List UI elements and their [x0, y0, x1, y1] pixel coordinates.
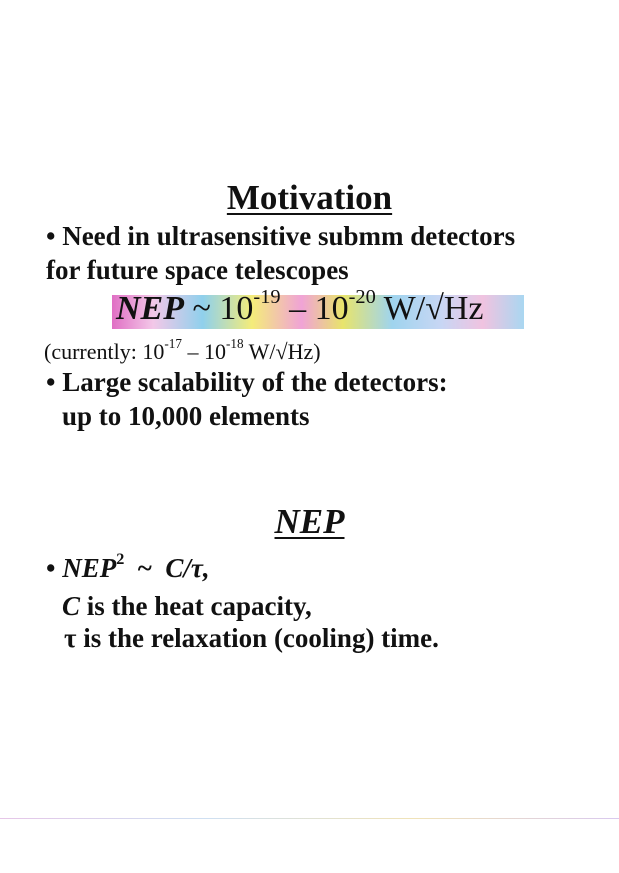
current-exp1: -17	[164, 336, 182, 352]
heat-capacity-line	[62, 591, 312, 622]
formula-exp1: -19	[253, 285, 281, 308]
nep-title: NEP	[274, 502, 345, 541]
relaxation-time-line	[64, 623, 439, 654]
tau-symbol: τ	[64, 623, 77, 653]
bullet-need-line1: • Need in ultrasensitive submm detectors	[46, 221, 516, 251]
formula-nep: NEP	[116, 290, 184, 327]
c-description: is the heat capacity,	[86, 591, 312, 621]
bullet-need-line2: for future space telescopes	[46, 255, 349, 285]
bullet-scalability-line1: • Large scalability of the detectors:	[46, 367, 448, 397]
nep-approx: ~	[137, 553, 152, 583]
nep-square-exponent: 2	[116, 550, 125, 569]
current-base2: 10	[203, 339, 226, 364]
c-over-tau: C/τ,	[165, 553, 210, 583]
formula-tilde: ~	[192, 290, 211, 327]
tau-description: is the relaxation (cooling) time.	[83, 623, 439, 653]
c-symbol: C	[62, 591, 81, 621]
nep-target-formula	[116, 285, 484, 328]
formula-dash: –	[289, 290, 307, 327]
motivation-title: Motivation	[226, 178, 393, 217]
formula-unit: W/√Hz	[383, 290, 484, 327]
nep-squared: NEP	[62, 553, 117, 583]
bullet-scalability-line2: up to 10,000 elements	[62, 401, 310, 431]
current-suffix: W/√Hz)	[248, 339, 321, 364]
bottom-divider	[0, 818, 619, 819]
formula-base1: 10	[219, 290, 254, 327]
current-exp2: -18	[225, 336, 244, 352]
current-nep-note	[44, 336, 321, 365]
current-prefix: (currently:	[44, 339, 137, 364]
current-dash: –	[187, 339, 199, 364]
current-base1: 10	[142, 339, 165, 364]
nep-bullet: •	[46, 553, 56, 583]
formula-base2: 10	[314, 290, 349, 327]
formula-exp2: -20	[348, 285, 376, 308]
nep-relation-line	[46, 550, 210, 584]
